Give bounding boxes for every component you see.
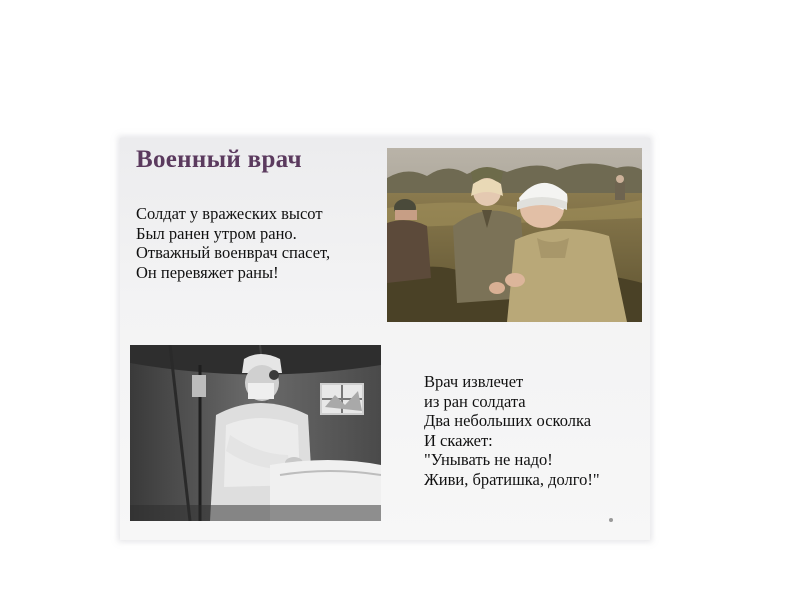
- poem-line: Живи, братишка, долго!": [424, 469, 600, 489]
- poem-stanza-2: [424, 372, 600, 489]
- poem-line: Он перевяжет раны!: [136, 262, 279, 282]
- poem-line: Отважный военврач спасет,: [136, 243, 331, 262]
- poem-line: Солдат у вражеских высот: [136, 204, 323, 223]
- battlefield-medic-photo: [387, 148, 642, 322]
- poem-line: Два небольших осколка: [424, 411, 592, 430]
- poem-stanza-1: [136, 204, 330, 282]
- slide-title: Военный врач: [136, 146, 302, 173]
- slide: [120, 138, 650, 540]
- poem-line: "Унывать не надо!: [424, 450, 553, 469]
- poem-line: из ран солдата: [424, 391, 526, 411]
- decorative-dot: [609, 518, 613, 522]
- poem-line: Был ранен утром рано.: [136, 223, 297, 243]
- surgeon-operating-photo: [130, 345, 381, 521]
- poem-line: Врач извлечет: [424, 372, 524, 391]
- poem-line: И скажет:: [424, 430, 493, 450]
